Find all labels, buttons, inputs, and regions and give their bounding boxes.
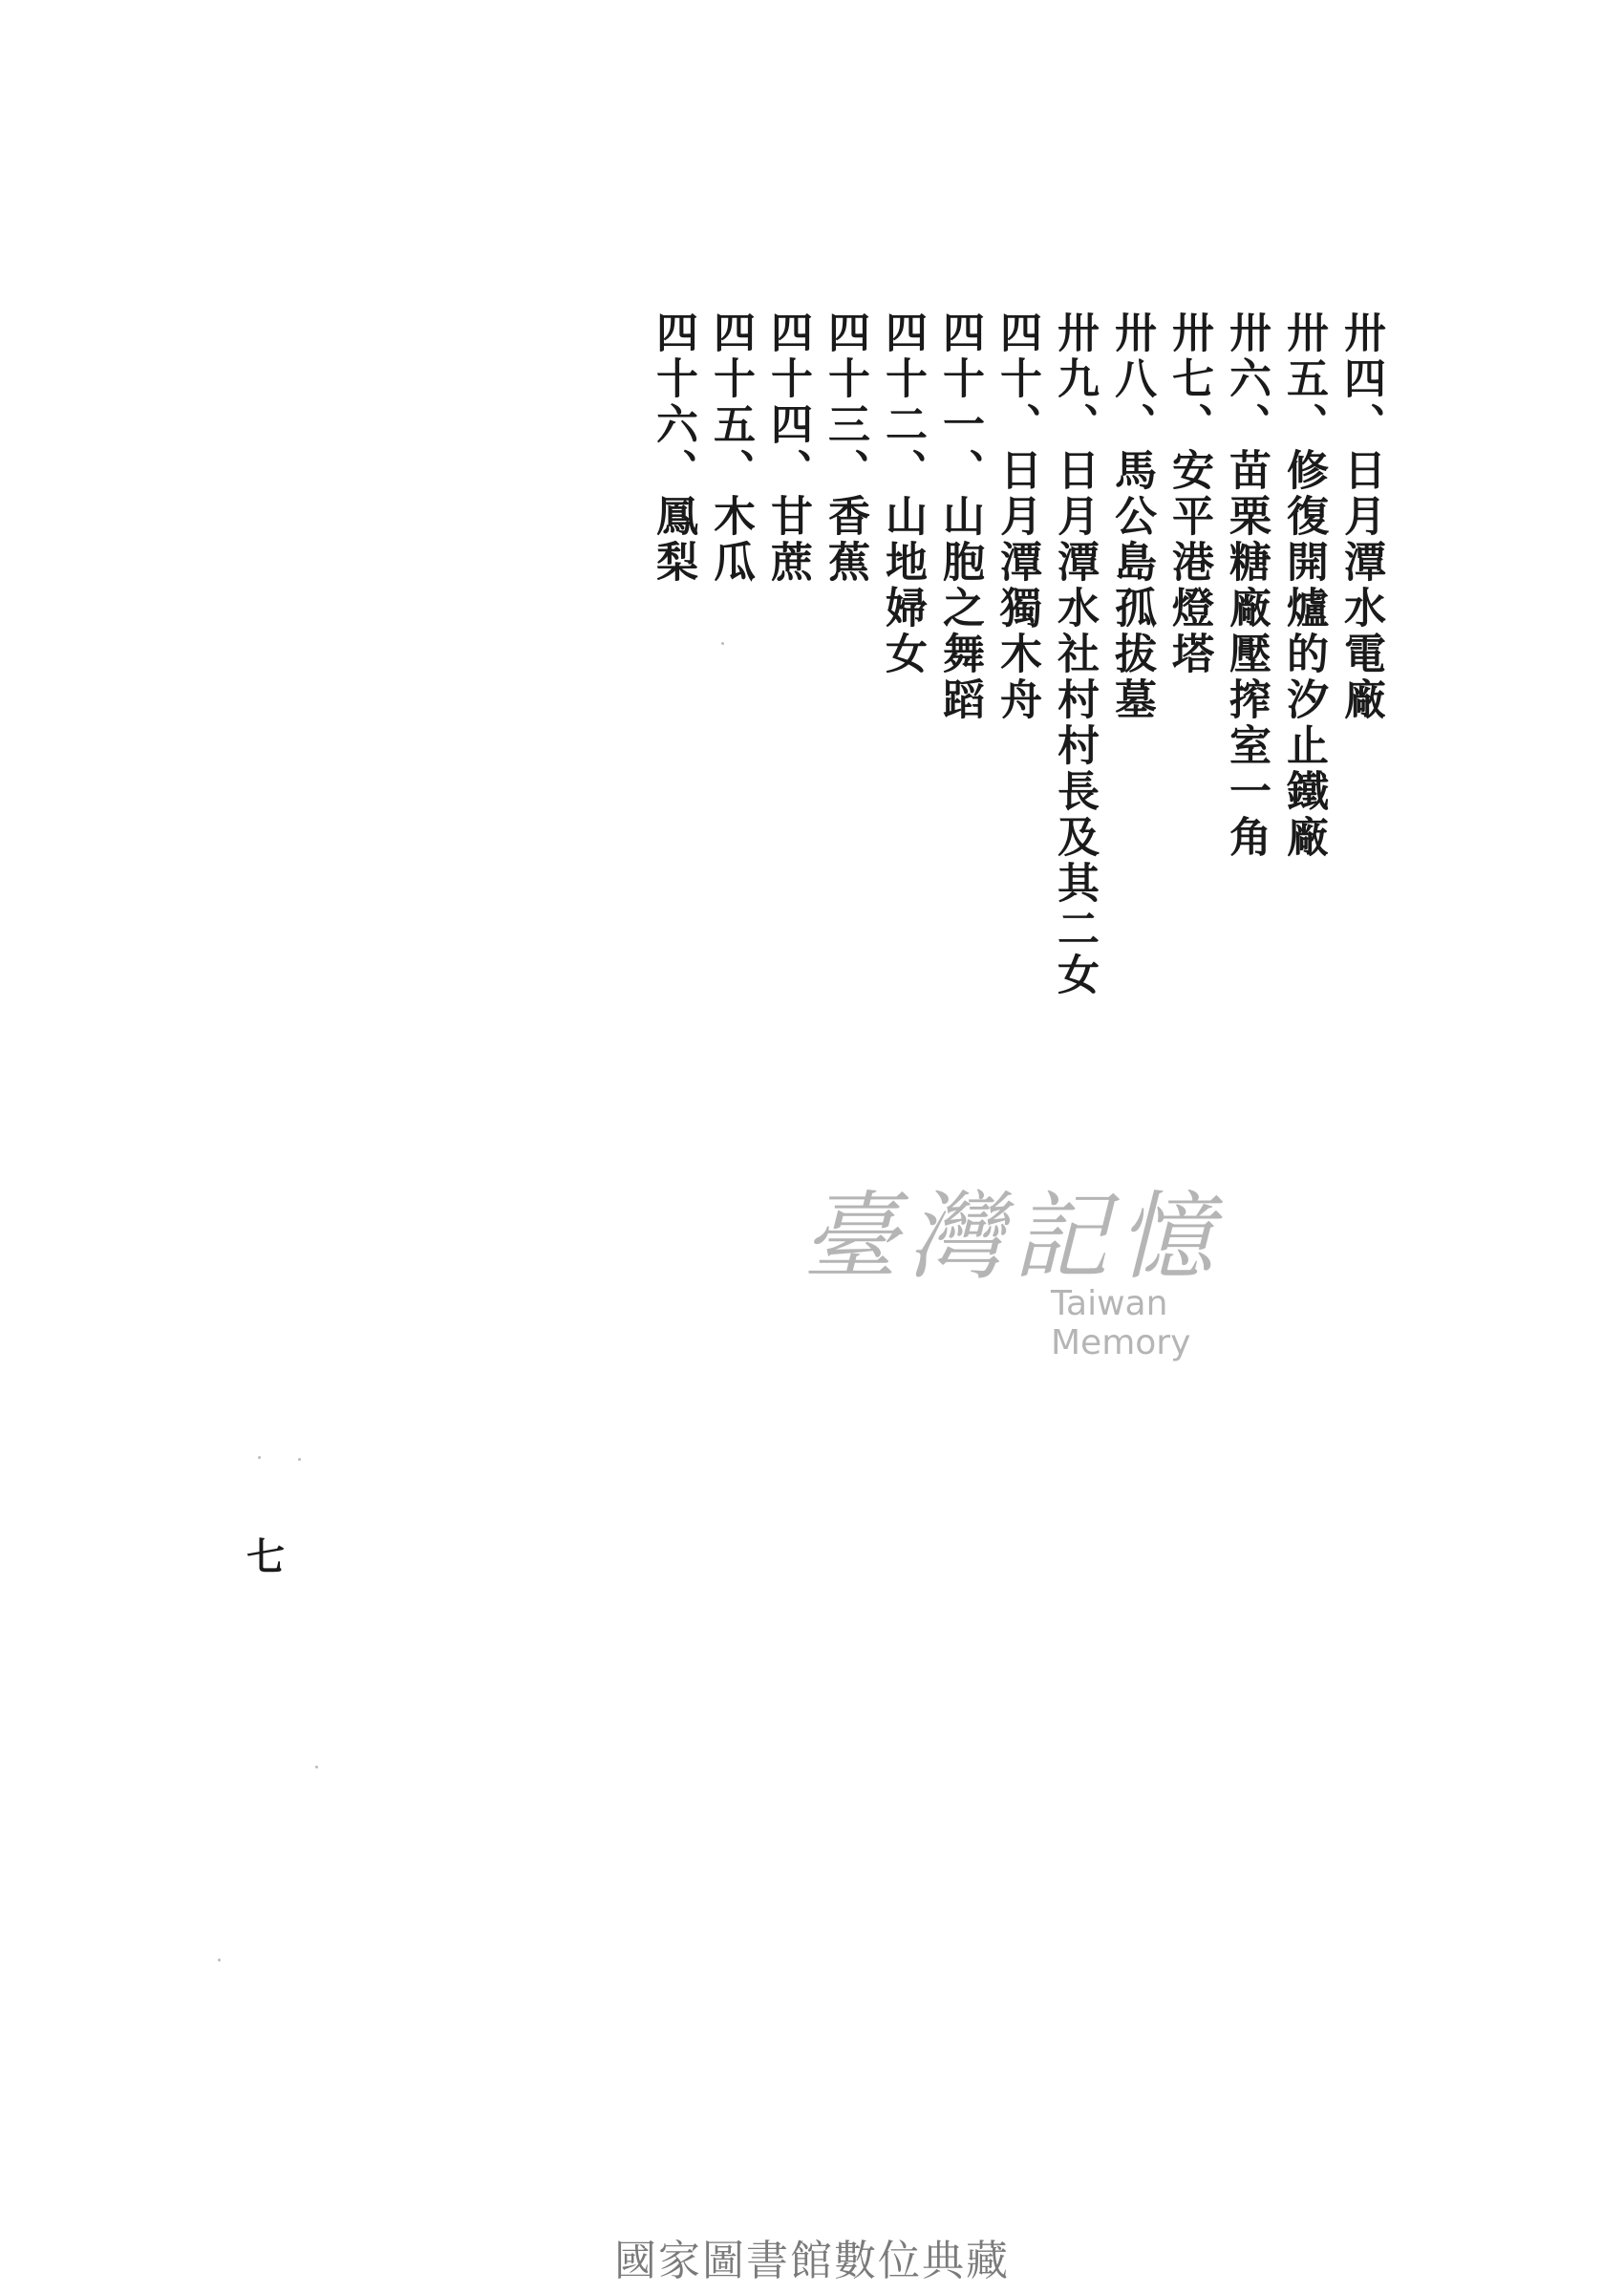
entry-number: 卅九、 (1050, 311, 1099, 448)
entry-title: 日月潭水電廠 (1336, 448, 1385, 723)
entry-number: 四十、 (993, 311, 1041, 448)
entry-number: 四十三、 (821, 311, 869, 494)
toc-entry (992, 311, 1041, 884)
entry-number: 卅六、 (1222, 311, 1271, 448)
toc-entry (1049, 311, 1099, 998)
toc-entry (1164, 311, 1213, 884)
entry-title: 日月潭水社村村長及其二女 (1050, 448, 1099, 998)
entry-title: 日月潭獨木舟 (993, 448, 1041, 723)
toc-entry (1336, 311, 1385, 884)
entry-title: 鳳梨 (649, 494, 697, 586)
toc-entry (762, 311, 812, 884)
entry-title: 香蕉 (821, 494, 869, 586)
watermark-chinese: 臺灣記憶 (802, 1181, 1223, 1293)
entry-number: 卅五、 (1279, 311, 1328, 448)
scan-speck (315, 1766, 318, 1768)
entry-number: 四十一、 (935, 311, 984, 494)
entry-number: 卅八、 (1107, 311, 1156, 448)
scan-speck (218, 1959, 221, 1961)
scan-speck (258, 1456, 261, 1459)
table-of-contents (649, 311, 1385, 998)
entry-title: 安平港燈塔 (1165, 448, 1213, 677)
entry-number: 卅四、 (1336, 311, 1385, 448)
toc-entry (705, 311, 755, 884)
entry-number: 四十二、 (878, 311, 927, 494)
entry-title: 馬公島孤拔墓 (1107, 448, 1156, 723)
entry-number: 四十四、 (763, 311, 812, 494)
entry-number: 卅七、 (1165, 311, 1213, 448)
entry-title: 修復開爐的汐止鐵廠 (1279, 448, 1328, 861)
entry-title: 甘蔗 (763, 494, 812, 586)
toc-entry (1106, 311, 1156, 884)
entry-title: 木瓜 (706, 494, 755, 586)
toc-entry (877, 311, 927, 884)
toc-entry (1278, 311, 1328, 884)
toc-entry (1221, 311, 1271, 884)
page-number: 七 (246, 1534, 285, 1579)
entry-title: 山胞之舞蹈 (935, 494, 984, 723)
scan-speck (721, 642, 724, 645)
entry-title: 苗栗糖廠壓搾室一角 (1222, 448, 1271, 861)
entry-number: 四十五、 (706, 311, 755, 494)
entry-number: 四十六、 (649, 311, 697, 494)
entry-title: 山地婦女 (878, 494, 927, 677)
scan-speck (298, 1458, 301, 1461)
toc-entry (648, 311, 697, 884)
toc-entry (934, 311, 984, 884)
watermark-english: Taiwan Memory (1051, 1284, 1191, 1362)
footer-credit: 國家圖書館數位典藏 (614, 2237, 1010, 2285)
watermark (802, 1181, 1299, 1362)
toc-entry (820, 311, 869, 884)
